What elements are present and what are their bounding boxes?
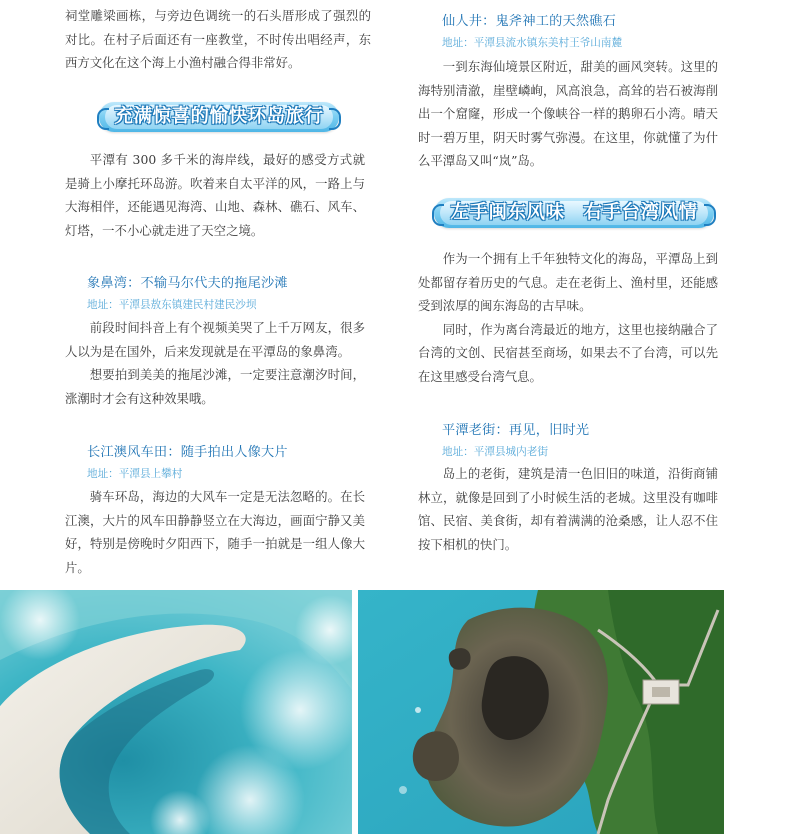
spot-body-xianrenjing <box>418 55 718 173</box>
culture-body <box>418 247 718 389</box>
rocky-cliff-aerial-photo <box>358 590 724 834</box>
intro-paragraph: 祠堂雕梁画栋，与旁边色调统一的石头厝形成了强烈的对比。在村子后面还有一座教堂，不时传出唱经声，东西方文化在这个海上小渔村融合得非常好。 <box>65 8 371 71</box>
paragraph: 同时，作为离台湾最近的地方，这里也接纳融合了台湾的文创、民宿甚至商场，如果去不了台湾，可以先在这里感受台湾气息。 <box>418 321 718 384</box>
paragraph: 一到东海仙境景区附近，甜美的画风突转。这里的海特别清澈，崖壁嶙峋，风高浪急，高耸的岩石被海削出一个窟窿，形成一个像峡谷一样的鹅卵石小湾。晴天时一碧万里，阴天时雾气弥漫。在这里，你就懂了为什么平潭岛又叫“岚”岛。 <box>418 59 718 169</box>
spot-body-xiangbiwan <box>65 316 365 410</box>
section-banner-title: 左手闽东风味 右手台湾风情 <box>450 202 698 223</box>
spot-address-xianrenjing: 地址：平潭县流水镇东美村王爷山南麓 <box>442 37 623 49</box>
spot-address-xiangbiwan: 地址：平潭县敖东镇建民村建民沙坝 <box>87 299 257 311</box>
sandbar-aerial-image <box>0 590 352 834</box>
paragraph: 骑车环岛，海边的大风车一定是无法忽略的。在长江澳，大片的风车田静静竖立在大海边，画面宁静又美好，特别是傍晚时夕阳西下，随手一拍就是一组人像大片。 <box>65 489 365 575</box>
spot-address-laojie: 地址：平潭县城内老街 <box>442 446 548 458</box>
spot-address-changjiangao: 地址：平潭县上攀村 <box>87 468 183 480</box>
spot-body-laojie <box>418 462 718 556</box>
paragraph: 前段时间抖音上有个视频美哭了上千万网友，很多人以为是在国外，后来发现就是在平潭岛的象鼻湾。 <box>65 320 365 359</box>
section-banner-culture <box>434 198 714 228</box>
spot-title-xianrenjing: 仙人井：鬼斧神工的天然礁石 <box>442 14 617 29</box>
spot-title-xiangbiwan: 象鼻湾：不输马尔代夫的拖尾沙滩 <box>87 276 288 291</box>
paragraph: 想要拍到美美的拖尾沙滩，一定要注意潮汐时间，涨潮时才会有这种效果哦。 <box>65 367 365 406</box>
spot-title-laojie: 平潭老街：再见，旧时光 <box>442 423 590 438</box>
sandbar-aerial-photo <box>0 590 352 834</box>
section-banner-round-island <box>99 102 339 132</box>
spot-title-changjiangao: 长江澳风车田：随手拍出人像大片 <box>87 445 288 460</box>
section-banner-title: 充满惊喜的愉快环岛旅行 <box>114 106 324 127</box>
rocky-cliff-aerial-image <box>358 590 724 834</box>
paragraph: 岛上的老街，建筑是清一色旧旧的味道，沿街商铺林立，就像是回到了小时候生活的老城。这里没有咖啡馆、民宿、美食街，却有着满满的沧桑感，让人忍不住按下相机的快门。 <box>418 466 718 552</box>
paragraph: 作为一个拥有上千年独特文化的海岛，平潭岛上到处都留存着历史的气息。走在老街上、渔村里，还能感受到浓厚的闽东海岛的古早味。 <box>418 251 718 314</box>
spot-body-changjiangao <box>65 485 365 579</box>
round-island-paragraph: 平潭有 300 多千米的海岸线，最好的感受方式就是骑上小摩托环岛游。吹着来自太平洋的风，一路上与大海相伴，还能遇见海湾、山地、森林、礁石、风车、灯塔，一不小心就走进了天空之境。 <box>65 152 365 238</box>
